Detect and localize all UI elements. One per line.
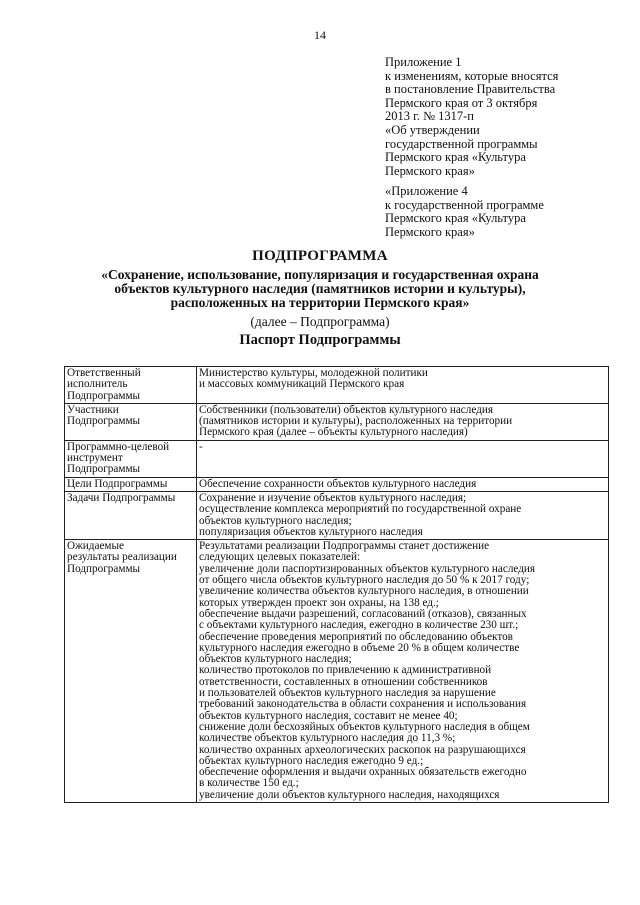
row-value: Результатами реализации Подпрограммы станет достижение следующих целевых показателей: увеличение доли паспортизированных объектов культурного наследия от общего числа объектов культурного наследия до 50 % к 2017 году; увеличение количества объектов культурного наследия, в отношении которых утвержден проект зон охраны, на 138 ед.; обеспечение выдачи разрешений, согласований (отказов), связанных с объектами культурного наследия, ежегодно в количестве 230 шт.; обеспечение проведения мероприятий по обследованию объектов культурного наследия ежегодно в объеме 20 % в общем количестве объектов культурного наследия; количество протоколов по привлечению к административной ответственности, составленных в отношении собственников и пользователей объектов культурного наследия за нарушение требований законодательства в области сохранения и использования объектов культурного наследия, составит не менее 40; снижение доли бесхозяйных объектов культурного наследия в общем количестве объектов культурного наследия до 11,3 %; количество охранных археологических раскопок на разрушающихся объектах культурного наследия ежегодно 9 ед.; обеспечение оформления и выдачи охранных обязательств ежегодно в количестве 150 ед.; увеличение доли объектов культурного наследия, находящихся (197, 540, 609, 803)
subtitle-line: объектов культурного наследия (памятников истории и культуры), (114, 281, 526, 296)
row-label: Задачи Подпрограммы (65, 491, 197, 539)
row-value: Собственники (пользователи) объектов культурного наследия (памятников истории и культуры), расположенных на территории Пермского края (далее – объекты культурного наследия) (197, 403, 609, 440)
row-label: Цели Подпрограммы (65, 477, 197, 491)
row-label: Участники Подпрограммы (65, 403, 197, 440)
appendix-line: государственной программы (385, 136, 538, 151)
row-value: Сохранение и изучение объектов культурного наследия; осуществление комплекса мероприятий по государственной охране объектов культурного наследия; популяризация объектов культурного наследия (197, 491, 609, 539)
appendix-1-block (385, 56, 610, 178)
appendix-line: Пермского края» (385, 224, 475, 239)
row-value: Обеспечение сохранности объектов культурного наследия (197, 477, 609, 491)
document-title: ПОДПРОГРАММА (252, 248, 388, 264)
passport-title: Паспорт Подпрограммы (239, 332, 401, 348)
appendix-line: Пермского края «Культура (385, 150, 526, 165)
appendix-line: в постановление Правительства (385, 82, 556, 97)
page-number: 14 (314, 28, 326, 42)
row-label: Ожидаемые результаты реализации Подпрограммы (65, 540, 197, 803)
subtitle-line: «Сохранение, использование, популяризация и государственная охрана (101, 267, 539, 282)
appendix-line: Пермского края» (385, 163, 475, 178)
table-row (65, 367, 609, 404)
subtitle-line: расположенных на территории Пермского края» (170, 295, 470, 310)
table-row (65, 491, 609, 539)
appendix-4-block (385, 185, 610, 239)
appendix-line: Пермского края «Культура (385, 211, 526, 226)
table-row (65, 403, 609, 440)
appendix-line: Пермского края от 3 октября (385, 95, 538, 110)
row-label: Ответственный исполнитель Подпрограммы (65, 367, 197, 404)
appendix-line: «Приложение 4 (385, 184, 468, 198)
subtitle-note: (далее – Подпрограмма) (250, 314, 390, 329)
table-row (65, 540, 609, 803)
row-label: Программно-целевой инструмент Подпрограммы (65, 440, 197, 477)
appendix-line: Приложение 1 (385, 55, 462, 69)
table-row (65, 440, 609, 477)
appendix-line: 2013 г. № 1317-п (385, 109, 474, 124)
appendix-line: к изменениям, которые вносятся (385, 68, 559, 83)
subprogram-name (0, 268, 640, 310)
row-value: - (197, 440, 609, 477)
appendix-line: к государственной программе (385, 197, 544, 212)
table-row (65, 477, 609, 491)
appendix-line: «Об утверждении (385, 122, 480, 137)
passport-table (64, 366, 609, 803)
row-value: Министерство культуры, молодежной политики и массовых коммуникаций Пермского края (197, 367, 609, 404)
